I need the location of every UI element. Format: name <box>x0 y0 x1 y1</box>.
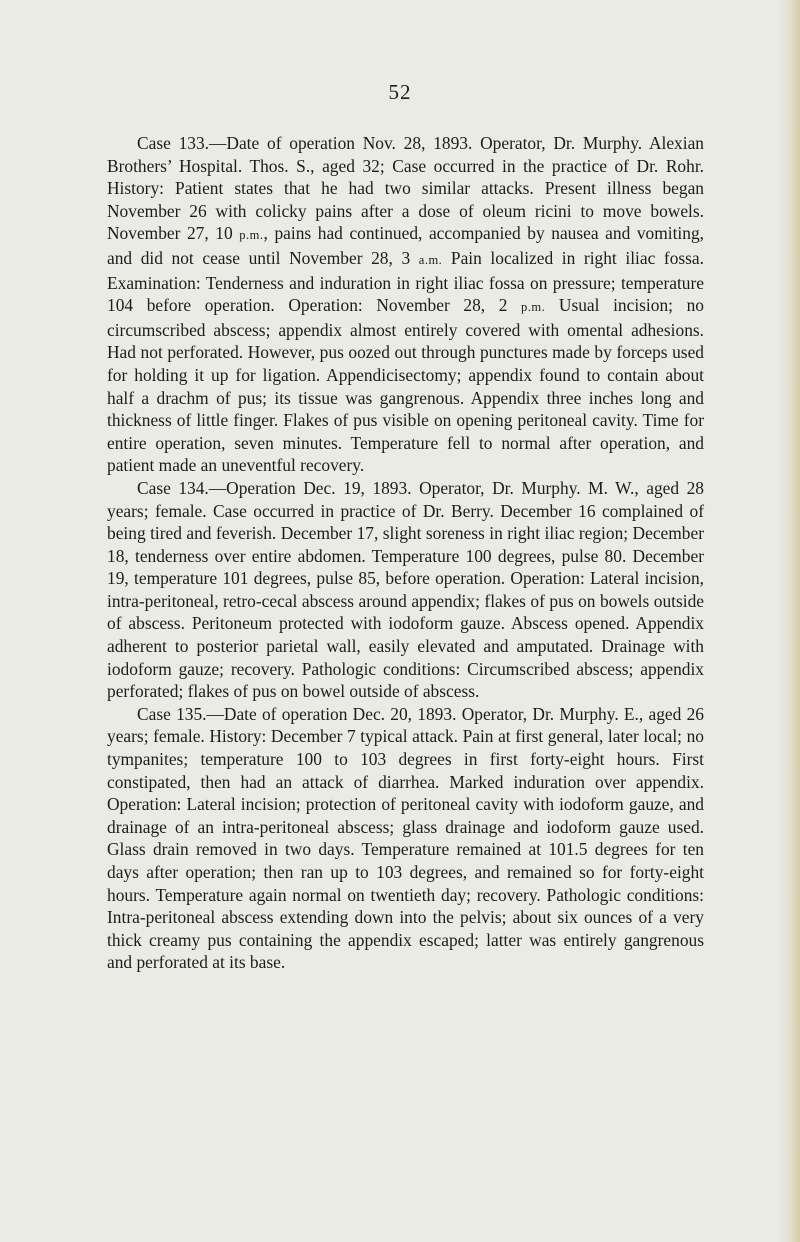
case-133-time-pm-2: p.m. <box>521 300 546 315</box>
page-number: 52 <box>388 80 412 104</box>
body-text <box>107 132 704 974</box>
case-133-paragraph <box>107 132 704 477</box>
case-133-time-am: a.m. <box>418 252 443 267</box>
case-133-text-1: Case 133.—Date of operation Nov. 28, 1893. Operator, Dr. Murphy. Alexian Brothers’ Hospital. Thos. S., aged 32; Case occurred in the practice of Dr. Rohr. History: Patient states that he had two similar attacks. Present illness began November 26 with colicky pains after a dose of oleum ricini to move bowels. November 27, 10 <box>107 133 704 244</box>
page-edge-shading <box>778 0 800 1242</box>
case-133-text-3: Pain localized in right iliac fossa. Examination: Tenderness and induration in right iliac fossa on pressure; temperature 104 before operation. Operation: November 28, 2 <box>107 247 704 316</box>
case-133-text-2: , pains had continued, accompanied by nausea and vomiting, and did not cease until November 28, 3 <box>107 223 705 268</box>
case-135-paragraph: Case 135.—Date of operation Dec. 20, 1893. Operator, Dr. Murphy. E., aged 26 years; female. History: December 7 typical attack. Pain at first general, later local; no tympanites; temperature 100 to 103 degrees in first forty-eight hours. First constipated, then had an attack of diarrhea. Marked induration over appendix. Operation: Lateral incision; protection of peritoneal cavity with iodoform gauze, and drainage of an intra-peritoneal abscess; glass drainage and iodoform gauze used. Glass drain removed in two days. Temperature remained at 101.5 degrees for ten days after operation; then ran up to 103 degrees, and remained so for forty-eight hours. Temperature again normal on twentieth day; recovery. Pathologic conditions: Intra-peritoneal abscess extending down into the pelvis; about six ounces of a very thick creamy pus containing the appendix escaped; latter was entirely gangrenous and perforated at its base. <box>107 703 704 973</box>
case-133-text-4: Usual incision; no circumscribed abscess; appendix almost entirely covered with omental adhesions. Had not perforated. However, pus oozed out through punctures made by forceps used for holding it up for ligation. Appendicisectomy; appendix found to contain about half a drachm of pus; its tissue was gangrenous. Appendix three inches long and thickness of little finger. Flakes of pus visible on opening peritoneal cavity. Time for entire operation, seven minutes. Temperature fell to normal after operation, and patient made an uneventful recovery. <box>107 295 704 476</box>
case-134-paragraph: Case 134.—Operation Dec. 19, 1893. Operator, Dr. Murphy. M. W., aged 28 years; female. Case occurred in practice of Dr. Berry. December 16 complained of being tired and feverish. December 17, slight soreness in right iliac region; December 18, tenderness over entire abdomen. Temperature 100 degrees, pulse 80. December 19, temperature 101 degrees, pulse 85, before operation. Operation: Lateral incision, intra-peritoneal, retro-cecal abscess around appendix; flakes of pus on bowels outside of abscess. Peritoneum protected with iodoform gauze. Abscess opened. Appendix adherent to posterior parietal wall, easily elevated and amputated. Drainage with iodoform gauze; recovery. Pathologic conditions: Circumscribed abscess; appendix perforated; flakes of pus on bowel outside of abscess. <box>107 477 704 702</box>
case-133-time-pm-1: p.m. <box>239 228 264 243</box>
